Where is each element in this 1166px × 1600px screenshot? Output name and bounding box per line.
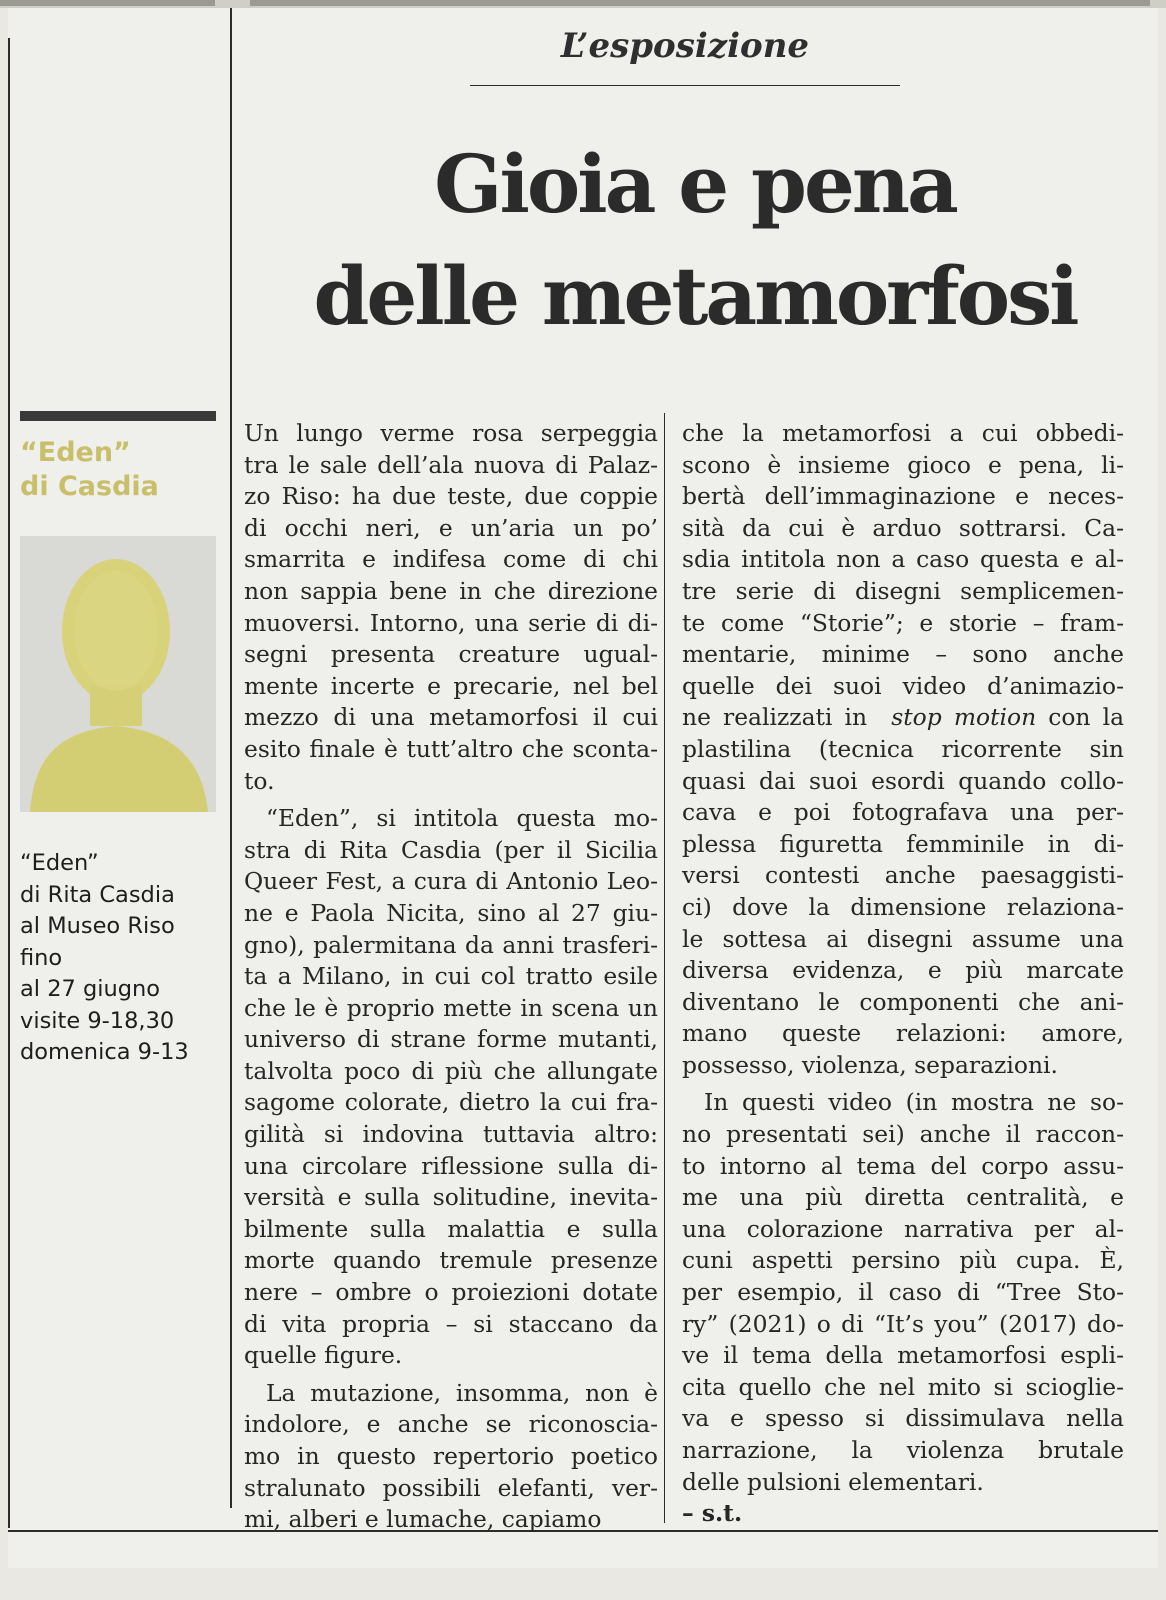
text-line: universo di strane forme mutanti, — [244, 1025, 658, 1054]
text-line: sdia intitola non a caso questa e al- — [682, 545, 1124, 574]
text-line: sità da cui è arduo sottrarsi. Ca- — [682, 513, 1124, 542]
article-column-1 — [244, 418, 658, 1536]
text-line: mi, alberi e lumache, capiamo — [244, 1505, 602, 1534]
text-line: esito finale è tutt’altro che sconta- — [244, 734, 658, 763]
text-line: plastilina (tecnica ricorrente sin — [682, 734, 1124, 763]
text-line: per esempio, il caso di “Tree Sto- — [682, 1278, 1124, 1307]
text-line: ci) dove la dimensione relaziona- — [682, 892, 1124, 921]
text-line: muoversi. Intorno, una serie di di- — [244, 608, 658, 637]
text-line: diventano le componenti che ani- — [682, 987, 1124, 1016]
text-line: una circolare riflessione sulla di- — [244, 1151, 658, 1180]
text-line: zo Riso: ha due teste, due coppie — [244, 482, 658, 511]
text-line: talvolta poco di più che allungate — [244, 1056, 658, 1085]
text-line: no presentati sei) anche il raccon- — [682, 1120, 1124, 1149]
text-line: Queer Fest, a cura di Antonio Leo- — [244, 867, 658, 896]
article-column-2 — [682, 418, 1124, 1530]
text-line: delle pulsioni elementari. — [682, 1467, 984, 1496]
text-line: tra le sale dell’ala nuova di Palaz- — [244, 450, 658, 479]
sidebar-bar — [20, 411, 216, 421]
info-line: visite 9-18,30 — [20, 1007, 175, 1034]
text-line: “Eden”, si intitola questa mo- — [266, 804, 658, 833]
text-line: to. — [244, 766, 275, 795]
text-line: tre serie di disegni semplicemen- — [682, 576, 1124, 605]
sidebar-title-line: “Eden” — [20, 437, 131, 468]
text-line: che le è proprio mette in scena un — [244, 993, 658, 1022]
text-line: gno), palermitana da anni trasferi- — [244, 930, 658, 959]
text-line: ve il tema della metamorfosi espli- — [682, 1341, 1124, 1370]
info-line: di Rita Casdia — [20, 881, 175, 908]
text-line: possesso, violenza, separazioni. — [682, 1050, 1058, 1079]
text-line: bilmente sulla malattia e sulla — [244, 1214, 658, 1243]
text-line: Un lungo verme rosa serpeggia — [244, 419, 658, 447]
text-line: versi contesti anche paesaggisti- — [682, 861, 1124, 890]
text-line: bertà dell’immaginazione e neces- — [682, 482, 1124, 511]
left-edge-rule — [8, 38, 10, 1528]
sidebar-divider — [230, 8, 232, 1508]
text-line: di vita propria – si staccano da — [244, 1309, 658, 1338]
text-line: quelle dei suoi video d’animazio- — [682, 671, 1124, 700]
top-strip — [0, 0, 1166, 8]
text-line: indolore, e anche se riconoscia- — [244, 1410, 658, 1439]
text-line: narrazione, la violenza brutale — [682, 1436, 1124, 1464]
column-divider — [664, 413, 665, 1523]
text-line: smarrita e indifesa come di chi — [244, 545, 658, 574]
text-span: con la — [1036, 703, 1125, 732]
text-line: diversa evidenza, e più marcate — [682, 956, 1124, 985]
text-line: le sottesa ai disegni assume una — [682, 924, 1124, 953]
text-line: scono è insieme gioco e pena, li- — [682, 450, 1124, 479]
info-line: “Eden” — [20, 850, 99, 876]
text-line — [682, 702, 1124, 734]
text-line: mente incerte e precarie, nel bel — [244, 671, 658, 700]
sidebar-title-line: di Casdia — [20, 471, 159, 502]
text-line: di occhi neri, e un’aria un po’ — [244, 513, 658, 542]
text-line: gilità si indovina tuttavia altro: — [244, 1120, 658, 1149]
text-line: mo in questo repertorio poetico — [244, 1442, 658, 1470]
text-line: La mutazione, insomma, non è — [266, 1378, 658, 1407]
headline-line: Gioia e pena — [434, 137, 956, 231]
newspaper-page — [8, 8, 1158, 1568]
text-span: ne realizzati in — [682, 703, 880, 732]
text-line: ta a Milano, in cui col tratto esile — [244, 962, 658, 991]
text-line: me una più diretta centralità, e — [682, 1183, 1124, 1212]
headline — [240, 128, 1150, 352]
text-line: mano queste relazioni: amore, — [682, 1019, 1124, 1048]
section-kicker: L’esposizione — [560, 26, 810, 66]
text-line: versità e sulla solitudine, inevita- — [244, 1183, 658, 1212]
text-line: quelle figure. — [244, 1341, 403, 1370]
text-line: mentarie, minime – sono anche — [682, 640, 1124, 669]
text-line: stralunato possibili elefanti, ver- — [244, 1473, 658, 1502]
headline-line: delle metamorfosi — [313, 249, 1077, 343]
info-line: al Museo Riso — [20, 913, 175, 939]
info-line: domenica 9-13 — [20, 1039, 189, 1065]
text-line: mezzo di una metamorfosi il cui — [244, 703, 658, 732]
text-line: cava e poi fotografava una per- — [682, 798, 1124, 827]
text-line: non sappia bene in che direzione — [244, 576, 658, 605]
text-line: morte quando tremule presenze — [244, 1246, 658, 1275]
text-line: cita quello che nel mito si scioglie- — [682, 1372, 1124, 1401]
info-line: al 27 giugno — [20, 976, 161, 1002]
text-line: quasi dai suoi esordi quando collo- — [682, 766, 1124, 795]
text-line: ne e Paola Nicita, sino al 27 giu- — [244, 898, 658, 927]
text-line: In questi video (in mostra ne so- — [704, 1088, 1124, 1117]
info-line: fino — [20, 944, 63, 971]
sidebar-title — [20, 436, 220, 504]
artwork-photo — [20, 536, 216, 812]
italic-span: stop motion — [891, 703, 1037, 732]
text-line: te come “Storie”; e storie – fram- — [682, 608, 1124, 637]
text-line: sagome colorate, dietro la cui fra- — [244, 1088, 658, 1117]
text-line: che la metamorfosi a cui obbedi- — [682, 419, 1124, 447]
text-line: ry” (2021) o di “It’s you” (2017) do- — [682, 1309, 1124, 1338]
author-signature: – s.t. — [682, 1499, 743, 1528]
eden-figure-image — [20, 536, 216, 812]
text-line: nere – ombre o proiezioni dotate — [244, 1278, 658, 1307]
text-line: plessa figuretta femminile in di- — [682, 829, 1124, 858]
text-line: segni presenta creature ugual- — [244, 640, 658, 669]
text-line: una colorazione narrativa per al- — [682, 1214, 1124, 1243]
kicker-rule — [470, 85, 900, 86]
text-line: stra di Rita Casdia (per il Sicilia — [244, 835, 658, 864]
top-strip-segment — [250, 0, 1150, 6]
text-line: to intorno al tema del corpo assu- — [682, 1151, 1124, 1180]
top-strip-segment — [0, 0, 215, 6]
sidebar-info — [20, 848, 220, 1069]
text-line: cuni aspetti persino più cupa. È, — [682, 1246, 1124, 1275]
text-line: va e spesso si dissimulava nella — [682, 1404, 1124, 1433]
